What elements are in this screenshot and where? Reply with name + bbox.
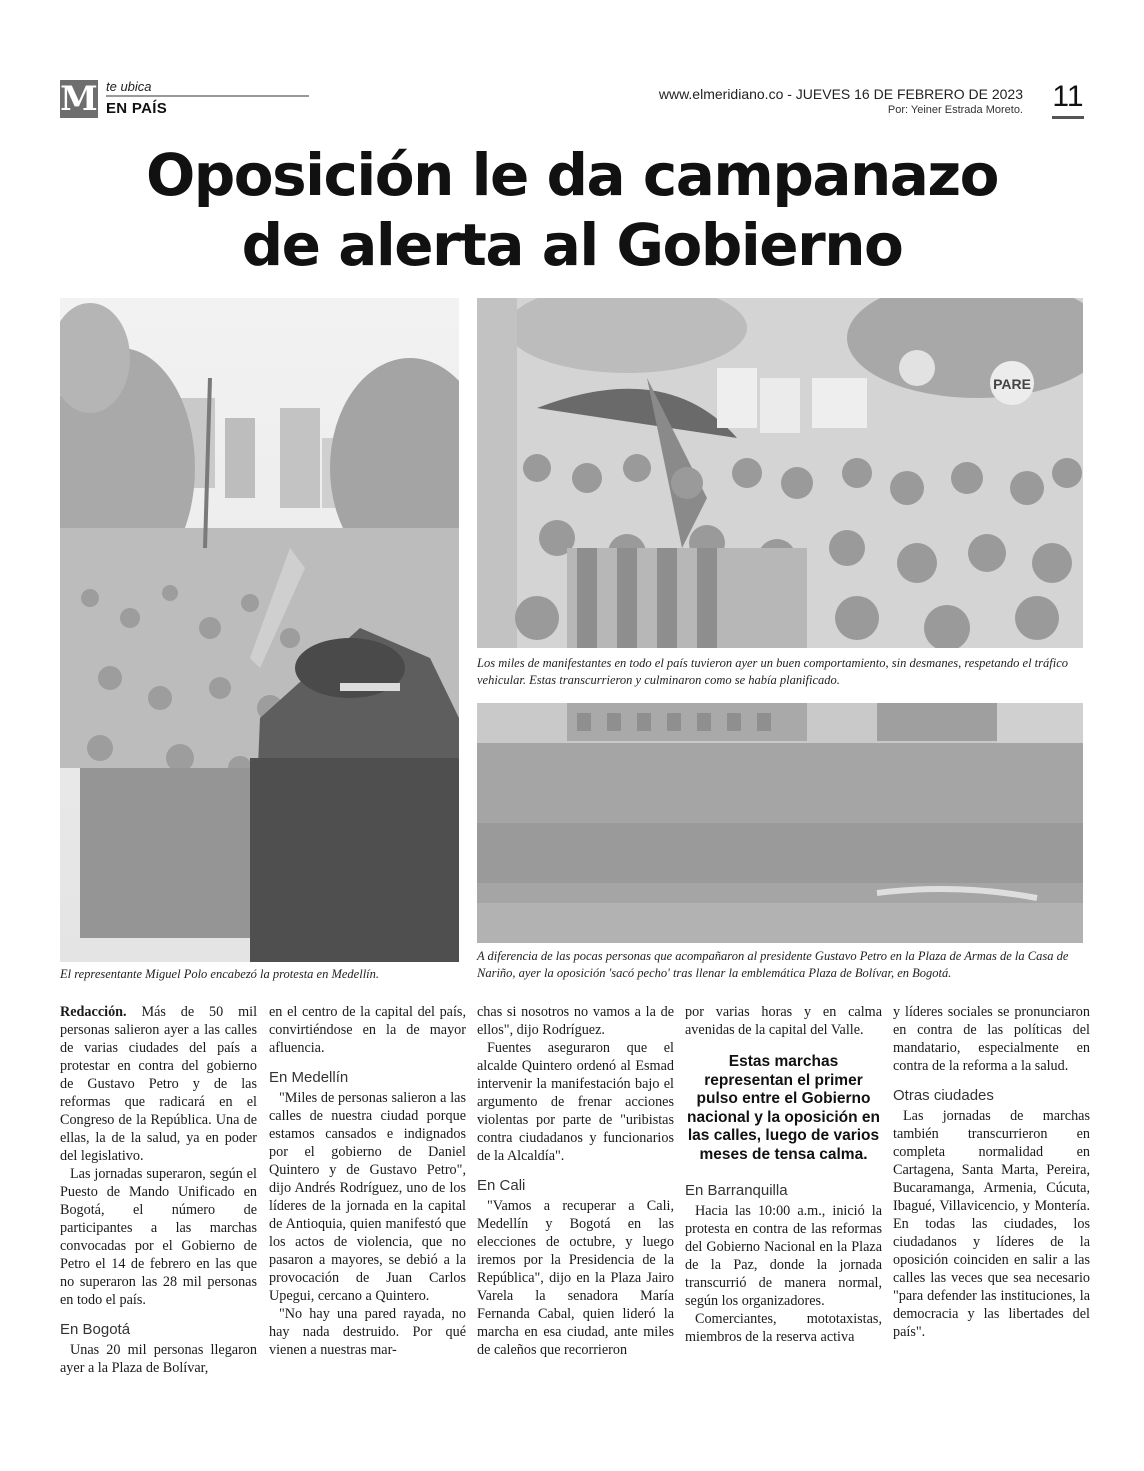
page-number-rule	[1052, 116, 1084, 119]
article-paragraph: Hacia las 10:00 a.m., inició la protesta en contra de las reformas del Gobierno Nacional en la Plaza de la Paz, donde la jornada transcurrió de manera normal, según los organizadores.	[685, 1203, 882, 1309]
article-column-1	[60, 1003, 257, 1377]
article-paragraph-continued: Comerciantes, mototaxistas, miembros de la reserva activa	[685, 1311, 882, 1345]
article-paragraph: Fuentes aseguraron que el alcalde Quintero ordenó al Esmad intervenir la manifestación bajo el argumento de frenar acciones violentas por parte de "uribistas contra ciudadanos y funcionarios de la Alcaldía".	[477, 1040, 674, 1164]
photo-plaza-bolivar	[477, 703, 1083, 943]
article-column-3	[477, 1003, 674, 1359]
article-paragraph-continued: "Vamos a recuperar a Cali, Medellín y Bogotá en las elecciones de octubre, y luego iremos por la Presidencia de la República", dijo en la Plaza Jairo Varela la senadora María Fernanda Cabal, quien lideró la marcha en esa ciudad, ante miles de caleños que recorrieron	[477, 1198, 674, 1358]
byline: Por: Yeiner Estrada Moreto.	[887, 104, 1023, 116]
article-paragraph-continued: "No hay una pared rayada, no hay nada destruido. Por qué vienen a nuestras mar-	[269, 1306, 466, 1358]
paragraph-text: Más de 50 mil personas salieron ayer a las calles de varias ciudades del país a protestar en contra del gobierno de Gustavo Petro y de las reformas que radicará en el Congreso de la República. Una de ellas, la de la salud, ya en poder del legislativo.	[60, 1004, 258, 1164]
lead-word: Redacción.	[60, 1004, 127, 1020]
article-paragraph-continued: y líderes sociales se pronunciaron en contra de las políticas del mandatario, especialmente en contra de la reforma a la salud.	[893, 1004, 1090, 1074]
article-column-4	[685, 1003, 882, 1346]
caption-medellin-protest: El representante Miguel Polo encabezó la protesta en Medellín.	[60, 967, 380, 981]
logo: M	[60, 79, 98, 119]
photo-medellin-protest	[60, 298, 459, 962]
article-paragraph-continued: Unas 20 mil personas llegaron ayer a la Plaza de Bolívar,	[60, 1342, 257, 1376]
article-paragraph: Las jornadas de marchas también transcurrieron en completa normalidad en Cartagena, Santa Marta, Pereira, Bucaramanga, Armenia, Cúcuta, Ibagué, Villavicencio, y Montería. En todas las ciudades, los ciudadanos y líderes de la oposición coinciden en salir a las calles las veces que sea necesario "para defender las instituciones, la democracia y las libertades del país".	[893, 1108, 1090, 1340]
page-number: 11	[1052, 80, 1084, 113]
headline	[40, 140, 1104, 280]
pull-quote: Estas marchas representan el primer pulso entre el Gobierno nacional y la oposición en las calles, luego de varios meses de tensa calma.	[687, 1053, 880, 1163]
article-paragraph-continued: en el centro de la capital del país, convirtiéndose en la de mayor afluencia.	[269, 1004, 466, 1056]
subhead-cali: En Cali	[477, 1177, 526, 1194]
caption-plaza-bolivar: A diferencia de las pocas personas que acompañaron al presidente Gustavo Petro en la Plaza de Armas de la Casa de Nariño, ayer la oposición 'sacó pecho' tras llenar la emblemática Plaza de Bolívar, en Bogotá.	[477, 949, 1069, 980]
headline-line-2: de alerta al Gobierno	[241, 211, 903, 279]
subhead-barranquilla: En Barranquilla	[685, 1182, 788, 1199]
section-name: EN PAÍS	[106, 100, 168, 117]
tagline: te ubica	[106, 79, 152, 94]
article-paragraph-continued: chas si nosotros no vamos a la de ellos", dijo Rodríguez.	[477, 1004, 674, 1038]
article-column-5	[893, 1003, 1090, 1341]
dateline: www.elmeridiano.co - JUEVES 16 DE FEBRERO DE 2023	[658, 86, 1023, 102]
section-rule	[106, 95, 309, 97]
caption-crowd-signs: Los miles de manifestantes en todo el país tuvieron ayer un buen comportamiento, sin desmanes, respetando el tráfico vehicular. Estas transcurrieron y culminaron como se había planificado.	[477, 656, 1069, 687]
headline-line-1: Oposición le da campanazo	[145, 141, 999, 209]
article-column-2	[269, 1003, 466, 1359]
pare-sign-text: PARE	[993, 376, 1031, 392]
article-paragraph	[60, 1003, 257, 1165]
subhead-medellin: En Medellín	[269, 1069, 349, 1086]
article-paragraph: "Miles de personas salieron a las calles de nuestra ciudad porque estamos cansados e indignados por el gobierno de Daniel Quintero y de Gustavo Petro", dijo Andrés Rodríguez, uno de los líderes de la jornada en la capital de Antioquia, quien manifestó que los actos de violencia, que no pasaron a mayores, se debió a la provocación de Juan Carlos Upegui, cercano a Quintero.	[269, 1090, 466, 1304]
article-paragraph: Las jornadas superaron, según el Puesto de Mando Unificado en Bogotá, el número de participantes a las marchas convocadas por el Gobierno de Petro el 14 de febrero en las que no superaron las 28 mil personas en todo el país.	[60, 1166, 257, 1308]
article-paragraph-continued: por varias horas y en calma avenidas de la capital del Valle.	[685, 1004, 882, 1038]
subhead-bogota: En Bogotá	[60, 1321, 131, 1338]
subhead-otras-ciudades: Otras ciudades	[893, 1087, 994, 1104]
photo-crowd-signs	[477, 298, 1083, 648]
